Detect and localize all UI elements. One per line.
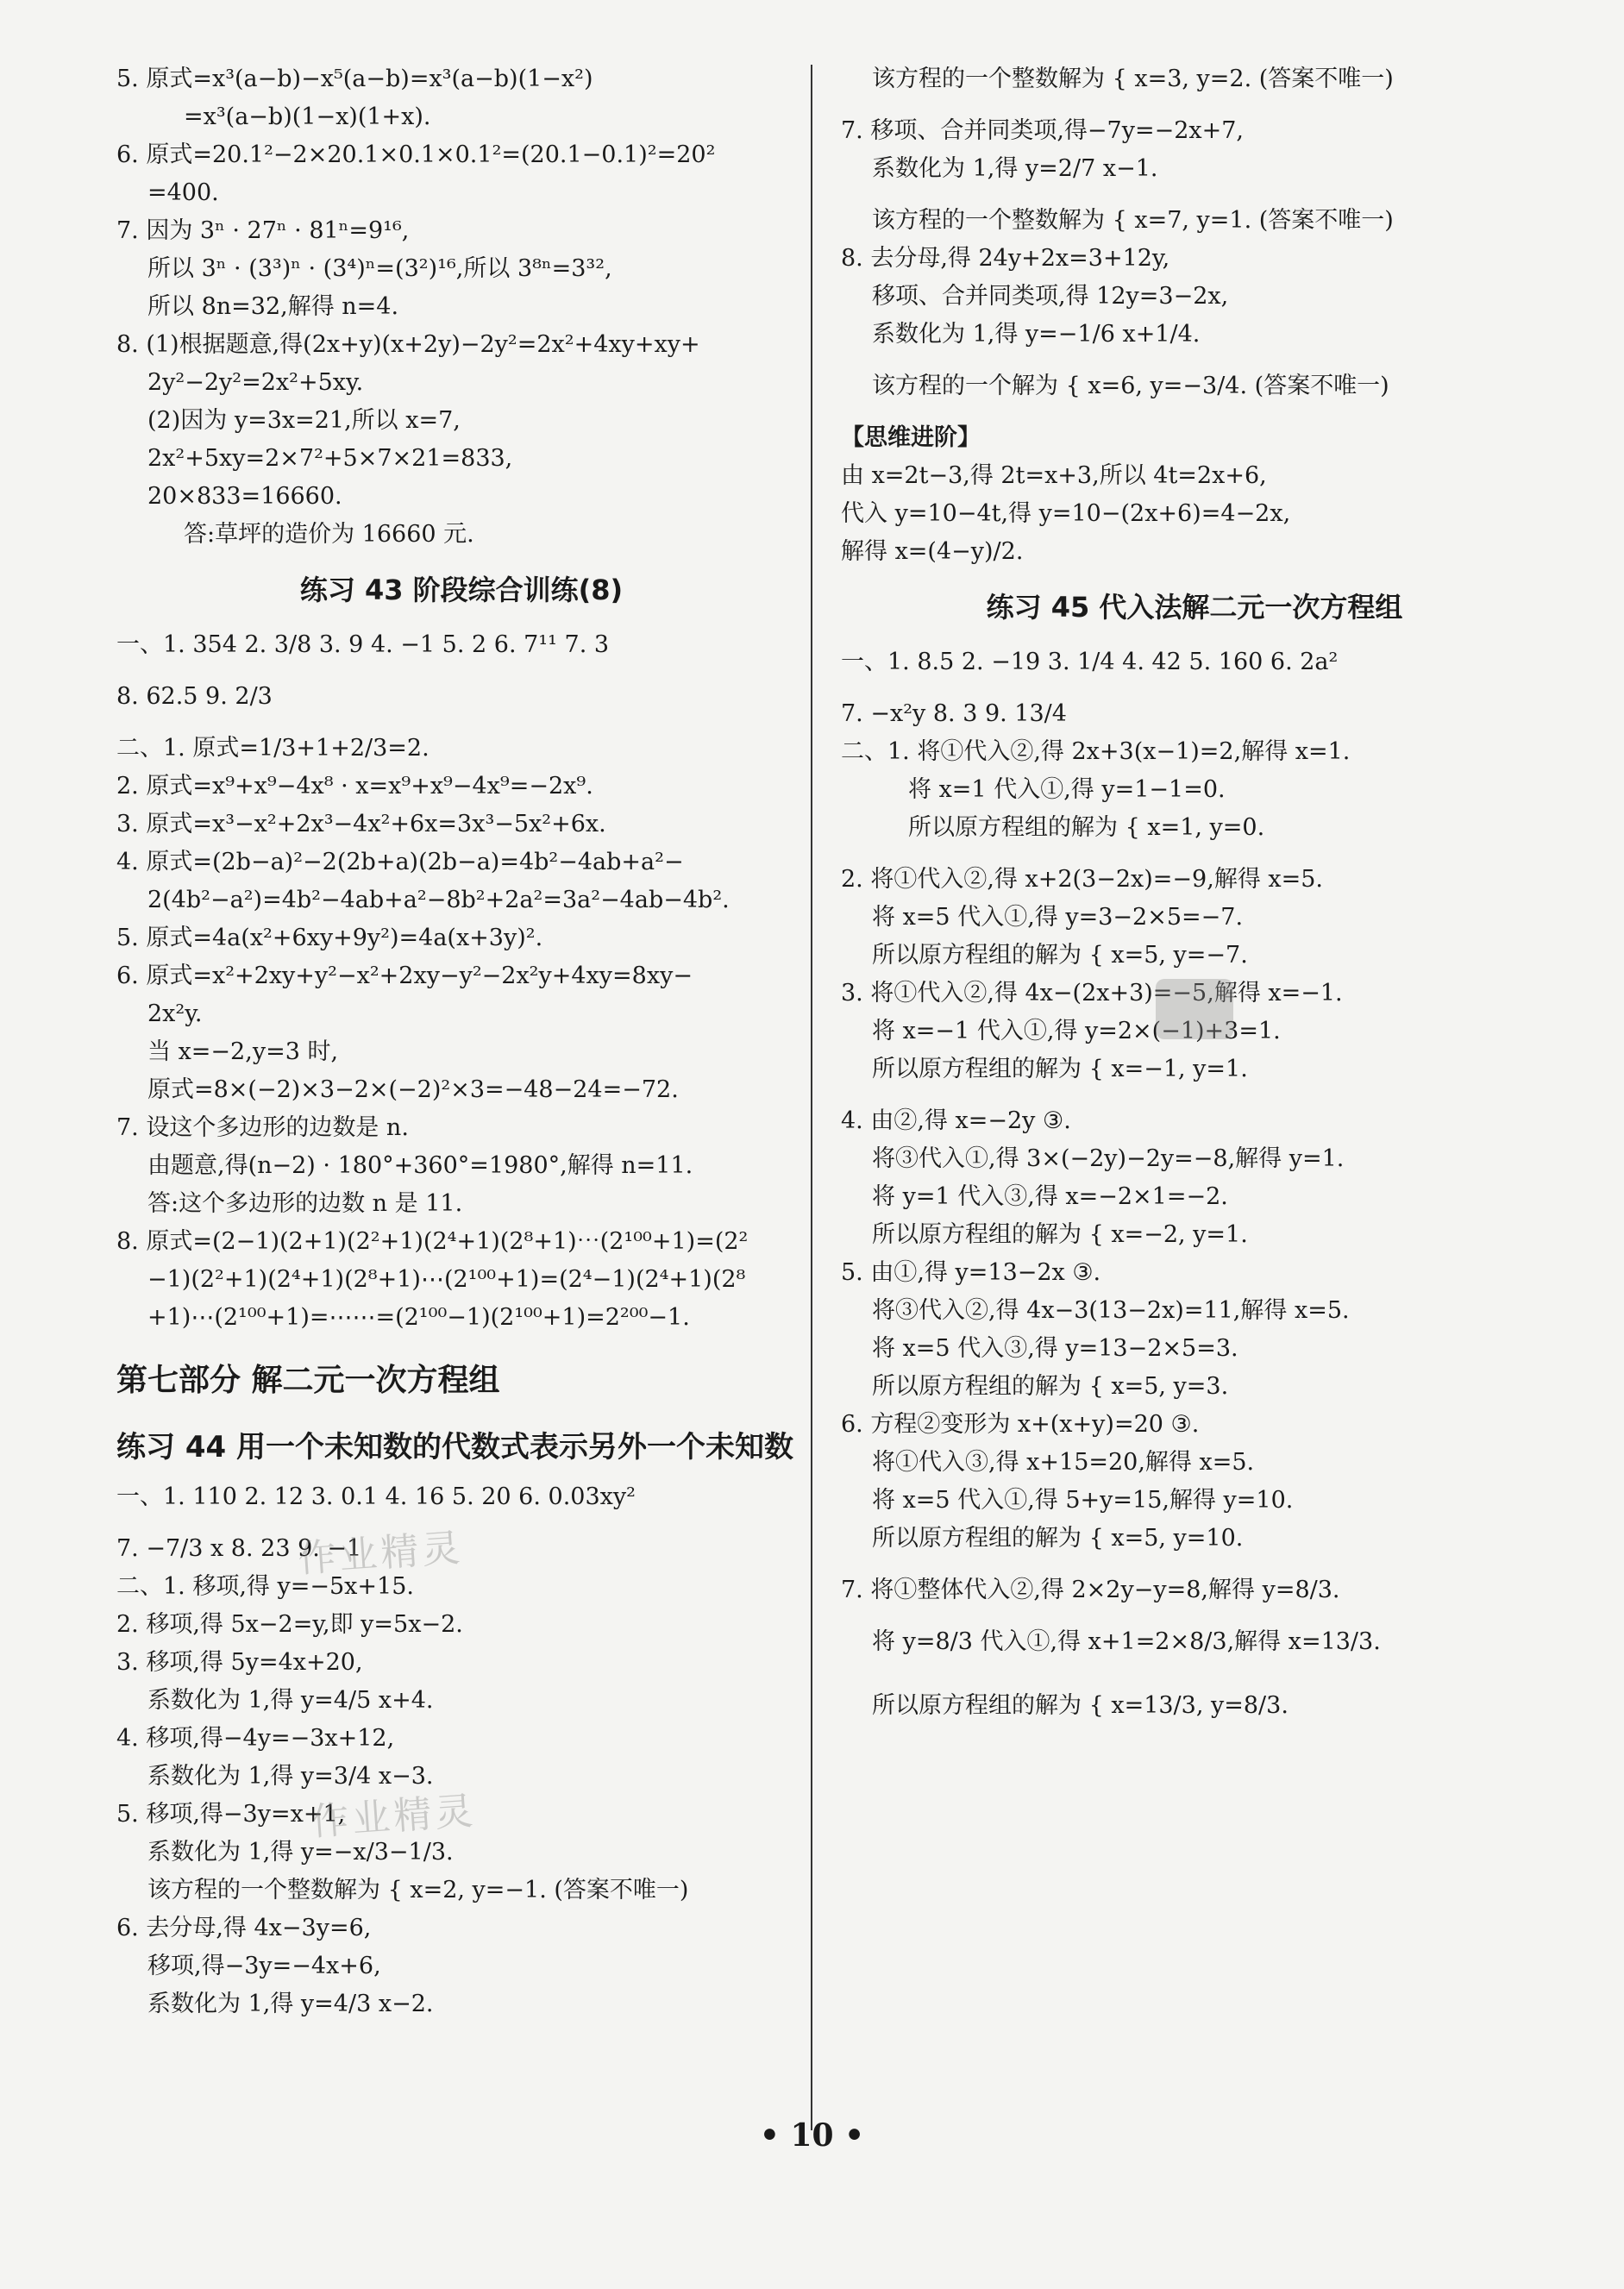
answer-line: 8. (1)根据题意,得(2x+y)(x+2y)−2y²=2x²+4xy+xy+ [116, 331, 700, 358]
answer-line: 4. 由②,得 x=−2y ③. [841, 1107, 1071, 1134]
spacer [841, 847, 1548, 861]
answer-line: 将 x=5 代入①,得 5+y=15,解得 y=10. [872, 1487, 1294, 1514]
answer-line: 4. 原式=(2b−a)²−2(2b+a)(2b−a)=4b²−4ab+a²− [116, 849, 684, 875]
left-column [116, 60, 806, 2023]
answer-line: 所以原方程组的解为 { x=5, y=3. [872, 1373, 1229, 1400]
exercise-heading: 练习 44 用一个未知数的代数式表示另外一个未知数 [116, 1430, 793, 1464]
watermark: 作业精灵 [309, 1789, 478, 1845]
answer-line: 将 y=8/3 代入①,得 x+1=2×8/3,解得 x=13/3. [872, 1628, 1381, 1655]
answer-line: 移项、合并同类项,得 12y=3−2x, [872, 283, 1229, 310]
answer-line: 该方程的一个整数解为 { x=3, y=2. (答案不唯一) [872, 66, 1394, 92]
answer-line: =x³(a−b)(1−x)(1+x). [184, 103, 431, 130]
answer-line: 将 x=5 代入③,得 y=13−2×5=3. [872, 1335, 1238, 1362]
answer-line: 6. 去分母,得 4x−3y=6, [116, 1915, 372, 1941]
answer-line: 6. 原式=x²+2xy+y²−x²+2xy−y²−2x²y+4xy=8xy− [116, 963, 693, 989]
answer-line: 将③代入①,得 3×(−2y)−2y=−8,解得 y=1. [872, 1145, 1345, 1172]
answer-line: 8. 去分母,得 24y+2x=3+12y, [841, 245, 1170, 272]
answer-line: 【思维进阶】 [841, 424, 981, 451]
column-divider [811, 65, 812, 2130]
spacer [841, 1088, 1548, 1102]
answer-line: 5. 移项,得−3y=x+1, [116, 1801, 346, 1828]
answer-line: 将 x=1 代入①,得 y=1−1=0. [908, 776, 1226, 803]
answer-line: 一、1. 8.5 2. −19 3. 1/4 4. 42 5. 160 6. 2a² [841, 649, 1339, 675]
answer-line: 7. 因为 3ⁿ · 27ⁿ · 81ⁿ=9¹⁶, [116, 217, 410, 244]
answer-line: 二、1. 将①代入②,得 2x+3(x−1)=2,解得 x=1. [841, 738, 1351, 765]
answer-line: 该方程的一个整数解为 { x=2, y=−1. (答案不唯一) [147, 1877, 689, 1903]
answer-line: 系数化为 1,得 y=3/4 x−3. [147, 1763, 434, 1790]
answer-line: 所以 3ⁿ · (3³)ⁿ · (3⁴)ⁿ=(3²)¹⁶,所以 3⁸ⁿ=3³², [147, 255, 612, 282]
answer-line: 3. 将①代入②,得 4x−(2x+3)=−5,解得 x=−1. [841, 980, 1343, 1007]
answer-line: 2. 将①代入②,得 x+2(3−2x)=−9,解得 x=5. [841, 866, 1324, 893]
answer-line: 所以 8n=32,解得 n=4. [147, 293, 399, 320]
answer-line: 答:这个多边形的边数 n 是 11. [147, 1190, 463, 1217]
answer-line: 系数化为 1,得 y=4/5 x+4. [147, 1687, 434, 1714]
exercise-heading: 练习 43 阶段综合训练(8) [299, 574, 624, 606]
answer-line: 所以原方程组的解为 { x=5, y=10. [872, 1525, 1244, 1552]
answer-line: 将③代入②,得 4x−3(13−2x)=11,解得 x=5. [872, 1297, 1350, 1324]
spacer [116, 664, 806, 678]
spacer [841, 1609, 1548, 1623]
answer-line: 解得 x=(4−y)/2. [841, 538, 1024, 565]
spacer [841, 354, 1548, 367]
answer-line: 移项,得−3y=−4x+6, [147, 1953, 381, 1979]
answer-line: 一、1. 354 2. 3/8 3. 9 4. −1 5. 2 6. 7¹¹ 7. 3 [116, 631, 610, 658]
answer-line: 所以原方程组的解为 { x=−1, y=1. [872, 1056, 1248, 1082]
section-title: 第七部分 解二元一次方程组 [116, 1363, 500, 1398]
answer-line: 所以原方程组的解为 { x=−2, y=1. [872, 1221, 1248, 1248]
answer-line: 7. −x²y 8. 3 9. 13/4 [841, 700, 1067, 727]
answer-line: 将 x=−1 代入①,得 y=2×(−1)+3=1. [872, 1018, 1281, 1044]
answer-line: 由题意,得(n−2) · 180°+360°=1980°,解得 n=11. [147, 1152, 693, 1179]
answer-line: 一、1. 110 2. 12 3. 0.1 4. 16 5. 20 6. 0.03xy² [116, 1483, 636, 1510]
spacer [841, 98, 1548, 112]
answer-line: (2)因为 y=3x=21,所以 x=7, [147, 407, 461, 434]
answer-line: 6. 原式=20.1²−2×20.1×0.1×0.1²=(20.1−0.1)²=20² [116, 141, 716, 168]
answer-line: 二、1. 移项,得 y=−5x+15. [116, 1573, 414, 1600]
spacer [841, 681, 1548, 695]
answer-line: 当 x=−2,y=3 时, [147, 1038, 339, 1065]
answer-line: 系数化为 1,得 y=−1/6 x+1/4. [872, 321, 1201, 348]
answer-line: 2x²+5xy=2×7²+5×7×21=833, [147, 445, 513, 472]
answer-line: 2(4b²−a²)=4b²−4ab+a²−8b²+2a²=3a²−4ab−4b². [147, 887, 730, 913]
answer-line: 7. 设这个多边形的边数是 n. [116, 1114, 409, 1141]
answer-line: 7. 移项、合并同类项,得−7y=−2x+7, [841, 117, 1245, 144]
answer-line: 8. 原式=(2−1)(2+1)(2²+1)(2⁴+1)(2⁸+1)⋯(2¹⁰⁰+1)=(2² [116, 1228, 749, 1255]
spacer [841, 405, 1548, 419]
answer-line: 5. 原式=x³(a−b)−x⁵(a−b)=x³(a−b)(1−x²) [116, 66, 593, 92]
answer-line: 4. 移项,得−4y=−3x+12, [116, 1725, 395, 1752]
page-number: • 10 • [759, 2117, 865, 2154]
answer-line: 系数化为 1,得 y=4/3 x−2. [147, 1991, 434, 2017]
answer-line: 5. 原式=4a(x²+6xy+9y²)=4a(x+3y)². [116, 925, 543, 951]
answer-line: 3. 移项,得 5y=4x+20, [116, 1649, 363, 1676]
answer-line: 20×833=16660. [147, 483, 342, 510]
answer-line: 该方程的一个整数解为 { x=7, y=1. (答案不唯一) [872, 207, 1394, 234]
answer-line: 由 x=2t−3,得 2t=x+3,所以 4t=2x+6, [841, 462, 1267, 489]
answer-line: 6. 方程②变形为 x+(x+y)=20 ③. [841, 1411, 1200, 1438]
answer-line: 7. −7/3 x 8. 23 9. −1 [116, 1535, 362, 1562]
answer-line: 2y²−2y²=2x²+5xy. [147, 369, 364, 396]
answer-line: 2. 原式=x⁹+x⁹−4x⁸ · x=x⁹+x⁹−4x⁹=−2x⁹. [116, 773, 593, 800]
watermark: 作业精灵 [296, 1526, 465, 1582]
answer-line: 将 y=1 代入③,得 x=−2×1=−2. [872, 1183, 1228, 1210]
answer-line: 2. 移项,得 5x−2=y,即 y=5x−2. [116, 1611, 463, 1638]
answer-line: +1)⋯(2¹⁰⁰+1)=⋯⋯=(2¹⁰⁰−1)(2¹⁰⁰+1)=2²⁰⁰−1. [147, 1304, 690, 1331]
answer-line: 所以原方程组的解为 { x=1, y=0. [908, 814, 1265, 841]
spacer [841, 1558, 1548, 1571]
answer-line: 答:草坪的造价为 16660 元. [184, 521, 474, 548]
spacer [841, 1661, 1548, 1687]
answer-line: 系数化为 1,得 y=2/7 x−1. [872, 155, 1158, 182]
answer-line: =400. [147, 179, 219, 206]
answer-line: 将①代入③,得 x+15=20,解得 x=5. [872, 1449, 1255, 1476]
answer-line: −1)(2²+1)(2⁴+1)(2⁸+1)⋯(2¹⁰⁰+1)=(2⁴−1)(2⁴+1)(2⁸ [147, 1266, 746, 1293]
answer-line: 该方程的一个解为 { x=6, y=−3/4. (答案不唯一) [872, 373, 1389, 399]
answer-line: 二、1. 原式=1/3+1+2/3=2. [116, 735, 430, 762]
answer-line: 8. 62.5 9. 2/3 [116, 683, 273, 710]
right-column [841, 60, 1548, 1725]
answer-line: 系数化为 1,得 y=−x/3−1/3. [147, 1839, 454, 1866]
answer-line: 代入 y=10−4t,得 y=10−(2x+6)=4−2x, [841, 500, 1291, 527]
spacer [841, 188, 1548, 202]
answer-line: 将 x=5 代入①,得 y=3−2×5=−7. [872, 904, 1244, 931]
answer-line: 2x²y. [147, 1000, 203, 1027]
answer-line: 所以原方程组的解为 { x=13/3, y=8/3. [872, 1692, 1289, 1719]
answer-line: 所以原方程组的解为 { x=5, y=−7. [872, 942, 1248, 969]
answer-line: 7. 将①整体代入②,得 2×2y−y=8,解得 y=8/3. [841, 1577, 1340, 1603]
answer-line: 3. 原式=x³−x²+2x³−4x²+6x=3x³−5x²+6x. [116, 811, 606, 837]
spacer [116, 716, 806, 730]
ink-smudge [1156, 979, 1233, 1039]
exercise-heading: 练习 45 代入法解二元一次方程组 [986, 591, 1403, 624]
answer-line: 原式=8×(−2)×3−2×(−2)²×3=−48−24=−72. [147, 1076, 679, 1103]
answer-line: 5. 由①,得 y=13−2x ③. [841, 1259, 1101, 1286]
